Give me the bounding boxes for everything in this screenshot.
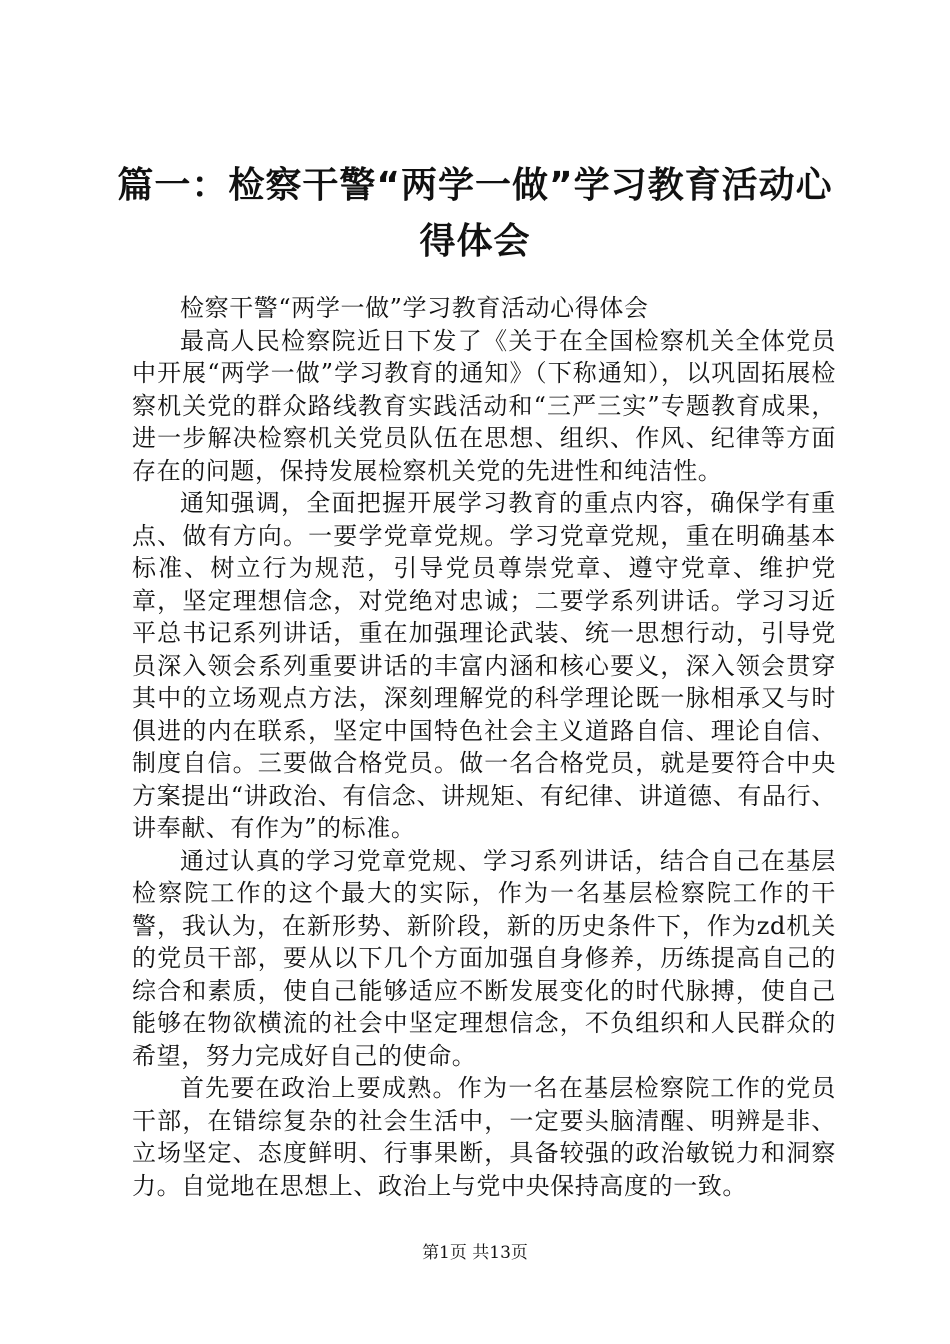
paragraph: 首先要在政治上要成熟。作为一名在基层检察院工作的党员干部，在错综复杂的社会生活中，一定要头脑清醒、明辨是非、立场坚定、态度鲜明、行事果断，具备较强的政治敏锐力和洞察力。自觉地在思想上、政治上与党中央保持高度的一致。 [132, 1074, 836, 1200]
paragraph: 通知强调，全面把握开展学习教育的重点内容，确保学有重点、做有方向。一要学党章党规。学习党章党规，重在明确基本标准、树立行为规范，引导党员尊崇党章、遵守党章、维护党章，坚定理想信念，对党绝对忠诚；二要学系列讲话。学习习近平总书记系列讲话，重在加强理论武装、统一思想行动，引导党员深入领会系列重要讲话的丰富内涵和核心要义，深入领会贯穿其中的立场观点方法，深刻理解党的科学理论既一脉相承又与时俱进的内在联系，坚定中国特色社会主义道路自信、理论自信、制度自信。三要做合格党员。做一名合格党员，就是要符合中央方案提出“讲政治、有信念、讲规矩、有纪律、讲道德、有品行、讲奉献、有作为”的标准。 [132, 489, 836, 842]
document-body [132, 292, 836, 1202]
page-number-footer: 第1页 共13页 [422, 1243, 528, 1263]
paragraph: 通过认真的学习党章党规、学习系列讲话，结合自己在基层检察院工作的这个最大的实际，作为一名基层检察院工作的干警，我认为，在新形势、新阶段，新的历史条件下，作为zd机关的党员干部，要从以下几个方面加强自身修养，历练提高自己的综合和素质，使自己能够适应不断发展变化的时代脉搏，使自己能够在物欲横流的社会中坚定理想信念，不负组织和人民群众的希望，努力完成好自己的使命。 [132, 846, 836, 1070]
paragraph-subtitle: 检察干警“两学一做”学习教育活动心得体会 [180, 294, 649, 322]
document-title: 篇一：检察干警“两学一做”学习教育活动心得体会 [117, 165, 833, 262]
paragraph: 最高人民检察院近日下发了《关于在全国检察机关全体党员中开展“两学一做”学习教育的通知》（下称通知），以巩固拓展检察机关党的群众路线教育实践活动和“三严三实”专题教育成果，进一步解决检察机关党员队伍在思想、组织、作风、纪律等方面存在的问题，保持发展检察机关党的先进性和纯洁性。 [132, 326, 836, 485]
